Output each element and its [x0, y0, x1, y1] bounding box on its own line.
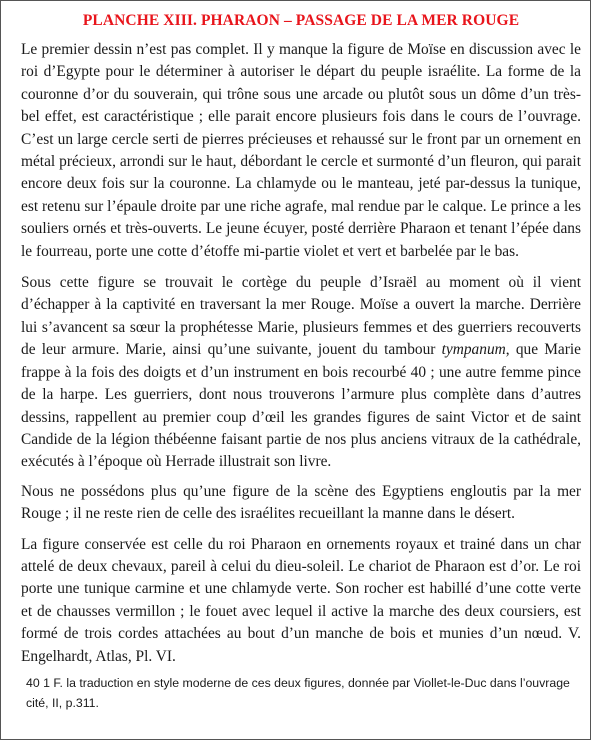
- paragraph-2: [21, 272, 581, 474]
- paragraph-2-text-end: , que Marie frappe à la fois des doigts et d’un instrument en bois recourbé 40 ; une autre femme pince de la harpe. Les guerriers, dont nous trouverons l’armure plus complète dans d’autres dessins, rappellent au premier coup d’œil les grandes figures de saint Victor et de saint Candide de la légion thébéenne faisant partie de nos plus anciens vitraux de la cathédrale, exécutés à l’époque où Herrade illustrait son livre.: [21, 341, 581, 471]
- footnote-area: [21, 673, 581, 713]
- paragraph-1: Le premier dessin n’est pas complet. Il y manque la figure de Moïse en discussion avec le roi d’Egypte pour le déterminer à autoriser le départ du peuple israélite. La forme de la couronne d’or du souverain, qui trône sous une arcade ou plutôt sous un dôme d’un très-bel effet, est caractéristique ; elle parait encore plusieurs fois dans le cours de l’ouvrage. C’est un large cercle serti de pierres précieuses et rehaussé sur le front par un ornement en métal précieux, arrondi sur le haut, débordant le cercle et surmonté d’un fleuron, qui parait encore deux fois sur la couronne. La chlamyde ou le manteau, jeté par-dessus la tunique, est retenu sur l’épaule droite par une riche agrafe, mal rendue par le calque. Le prince a les souliers ornés et très-ouverts. Le jeune écuyer, posté derrière Pharaon et tenant l’épée dans le fourreau, porte une cotte d’étoffe mi-partie violet et vert et barbelée par le bas.: [21, 41, 581, 260]
- page-title: PLANCHE XIII. PHARAON – PASSAGE DE LA MER ROUGE: [82, 12, 520, 29]
- paragraph-3: Nous ne possédons plus qu’une figure de la scène des Egyptiens engloutis par la mer Rouge ; il ne reste rien de celle des israélites recueillant la manne dans le désert.: [21, 482, 581, 523]
- paragraph-2-italic-term: tympanum: [441, 341, 506, 359]
- paragraph-4: La figure conservée est celle du roi Pharaon en ornements royaux et trainé dans un char attelé de deux chevaux, pareil à celui du dieu-soleil. Le chariot de Pharaon est d’or. Le roi porte une tunique carmine et une chlamyde verte. Son rocher est habillé d’une cotte verte et de chausses vermillon ; le fouet avec lequel il active la marche des deux coursiers, est formé de trois cordes attachées au bout d’un manche de bois et munies d’un nœud. V. Engelhardt, Atlas, Pl. VI.: [21, 535, 581, 665]
- footnote-text: 40 1 F. la traduction en style moderne de ces deux figures, donnée par Viollet-le-Duc dans l’ouvrage cité, II, p.311.: [26, 676, 570, 710]
- paragraph-2-text-start: Sous cette figure se trouvait le cortège du peuple d’Israël au moment où il vient d’échapper à la captivité en traversant la mer Rouge. Moïse a ouvert la marche. Derrière lui s’avancent sa sœur la prophétesse Marie, plusieurs femmes et des guerriers recouverts de leur armure. Marie, ainsi qu’une suivante, jouent du tambour: [21, 274, 581, 359]
